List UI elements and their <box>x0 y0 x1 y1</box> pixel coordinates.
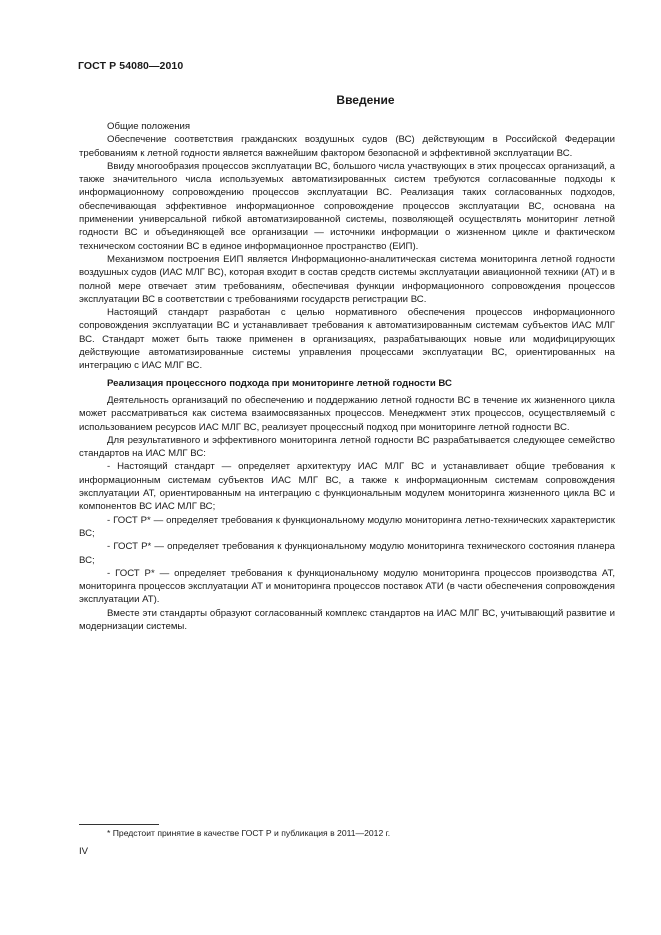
list-item: - Настоящий стандарт — определяет архитектуру ИАС МЛГ ВС и устанавливает общие требования к информационным системам субъектов ИАС МЛГ ВС, а также к информационным системам сопровождения эксплуатации АТ, ориентированным на интеграцию с функциональным модулем мониторинга жизненного цикла ВС и компонентов ВС ИАС МЛГ ВС; <box>79 461 615 513</box>
document-body <box>79 120 615 633</box>
page-number: IV <box>79 846 89 857</box>
paragraph: Настоящий стандарт разработан с целью нормативного обеспечения процессов информационного сопровождения эксплуатации ВС и устанавливает требования к автоматизированным системам субъектов ИАС МЛГ ВС. Стандарт может быть также применен в организациях, разрабатывающих новые или модифицирующих действующие автоматизированные системы управления процессами эксплуатации ВС, ориентированных на интеграцию с ИАС МЛГ ВС. <box>79 307 615 372</box>
subheading: Реализация процессного подхода при мониторинге летной годности ВС <box>107 377 452 389</box>
standard-header: ГОСТ Р 54080—2010 <box>78 60 184 72</box>
paragraph: Ввиду многообразия процессов эксплуатации ВС, большого числа участвующих в этих процессах организаций, а также значительного числа используемых автоматизированных систем требуются согласованные подходы к информационному сопровождению процессов эксплуатации ВС. Реализация таких согласованных подходов, обеспечивающая эффективное информационное сопровождение процессов эксплуатации ВС, основана на применении универсальной гибкой автоматизированной системы, позволяющей осуществлять мониторинг летной годности ВС и объединяющей все организации — источники информации о жизненном цикле и фактическом техническом состоянии ВС в единое информационное пространство (ЕИП). <box>79 160 615 252</box>
section-title: Введение <box>336 93 395 107</box>
paragraph: Вместе эти стандарты образуют согласованный комплекс стандартов на ИАС МЛГ ВС, учитывающий развитие и модернизации системы. <box>79 607 615 632</box>
paragraph: Общие положения <box>107 121 191 132</box>
footnote-divider <box>79 824 159 825</box>
list-item: - ГОСТ Р* — определяет требования к функциональному модулю мониторинга технического состояния планера ВС; <box>79 541 615 566</box>
list-item: - ГОСТ Р* — определяет требования к функциональному модулю мониторинга летно-технических характеристик ВС; <box>79 514 615 539</box>
paragraph: Обеспечение соответствия гражданских воздушных судов (ВС) действующим в Российской Федерации требованиям к летной годности является важнейшим фактором безопасной и эффективной эксплуатации ВС. <box>79 134 615 159</box>
list-item: - ГОСТ Р* — определяет требования к функциональному модулю мониторинга процессов производства АТ, мониторинга процессов эксплуатации АТ и мониторинга процессов поставок АТИ (в части обеспечения сопровождения эксплуатации АТ). <box>79 567 615 606</box>
footnote: * Предстоит принятие в качестве ГОСТ Р и публикация в 2011—2012 г. <box>107 828 391 838</box>
paragraph: Для результативного и эффективного мониторинга летной годности ВС разрабатывается следующее семейство стандартов на ИАС МЛГ ВС: <box>79 434 615 460</box>
paragraph: Механизмом построения ЕИП является Информационно-аналитическая система мониторинга летной годности воздушных судов (ИАС МЛГ ВС), которая входит в состав средств системы эксплуатации авиационной техники (АТ) и в полной мере отвечает этим требованиям, обеспечивая функции информационного сопровождения процессов эксплуатации ВС в соответствии с требованиями государств регистрации ВС. <box>79 253 615 305</box>
paragraph: Деятельность организаций по обеспечению и поддержанию летной годности ВС в течение их жизненного цикла может рассматриваться как система взаимосвязанных процессов. Менеджмент этих процессов, осуществляемый с использованием ресурсов ИАС МЛГ ВС, реализует процессный подход при мониторинге летной годности ВС. <box>79 394 615 433</box>
